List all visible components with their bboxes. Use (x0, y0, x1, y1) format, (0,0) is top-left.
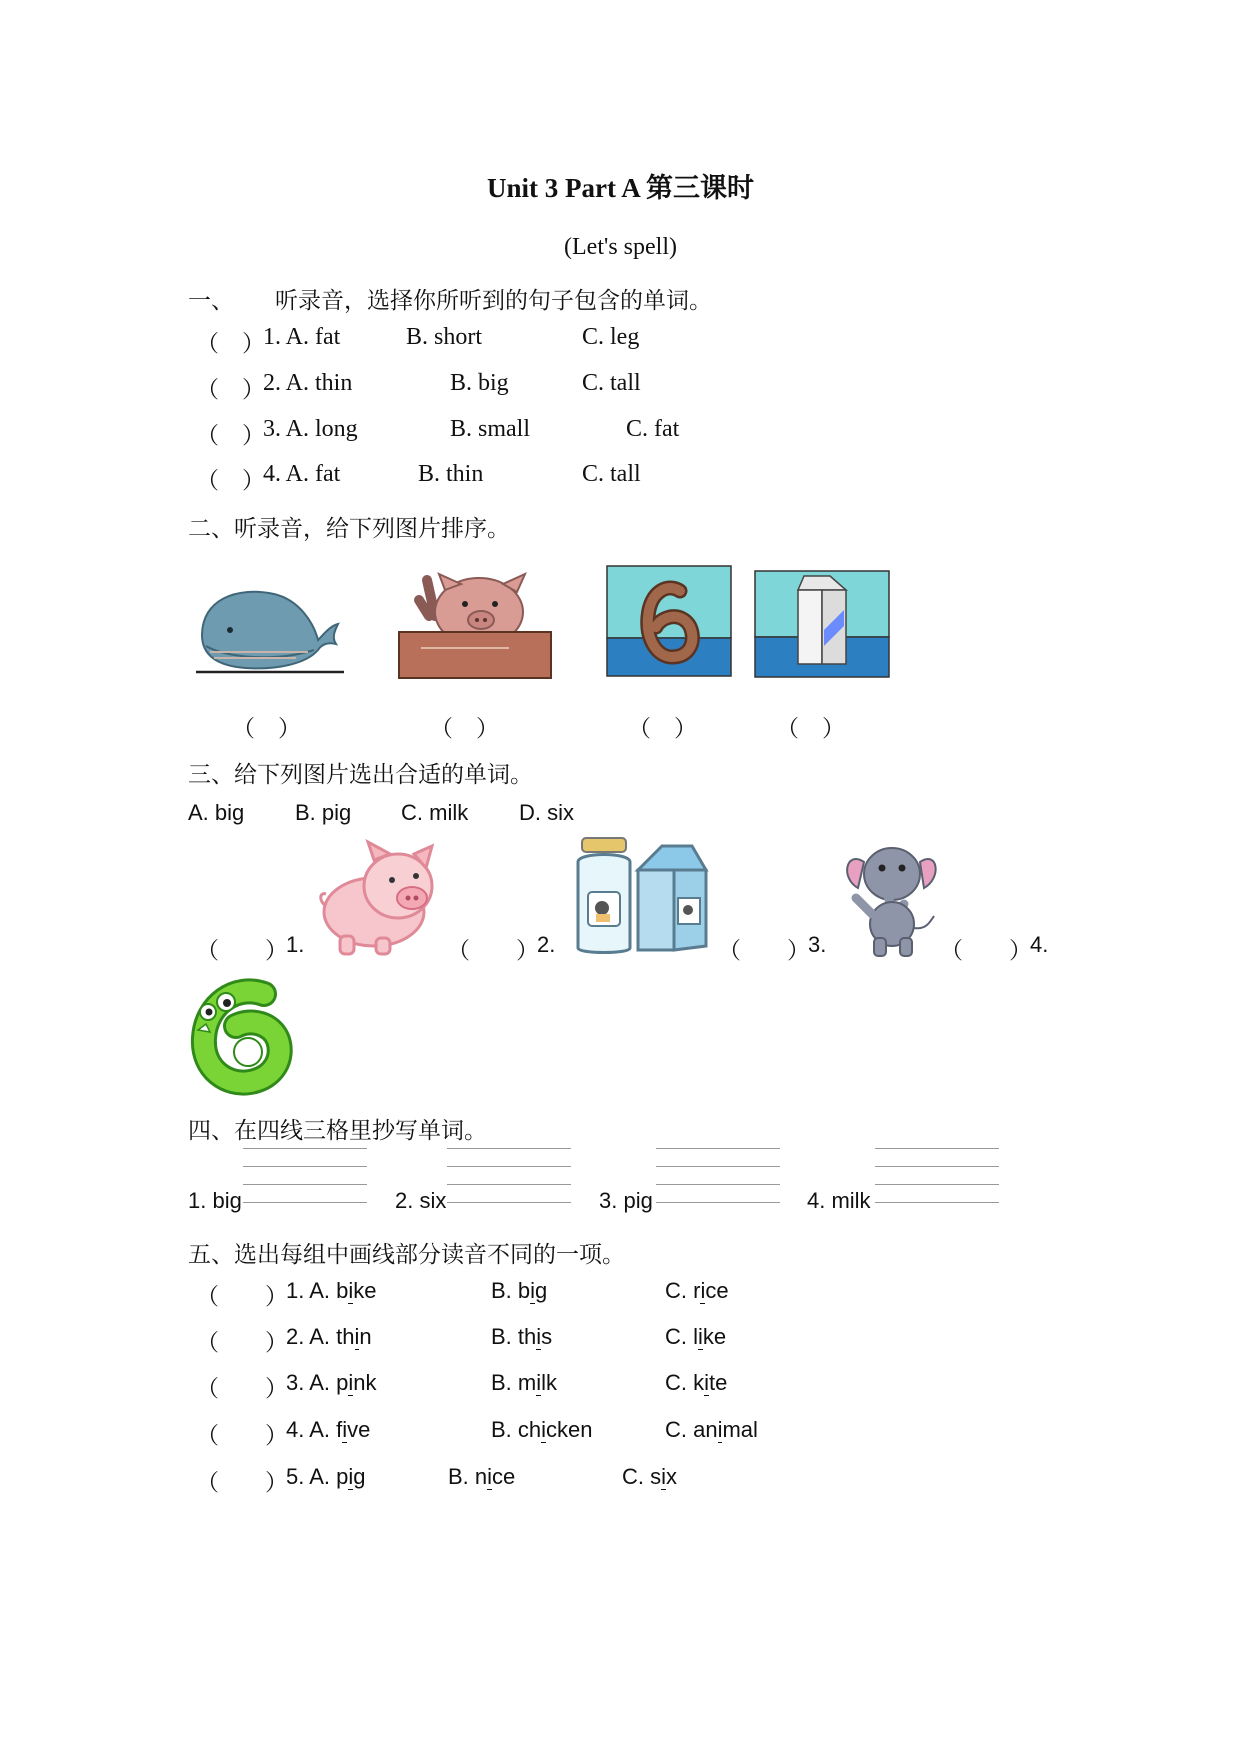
copy-word-1: 1. big (188, 1188, 242, 1213)
s5-row-4-option-b: B. chicken (491, 1417, 593, 1442)
s5-row-1-option-c: C. rice (665, 1278, 729, 1303)
s1-item-3-option-b: B. small (450, 416, 531, 442)
s3-item-3-number: 3. (808, 932, 827, 957)
s5-row-5-option-a: 5. A. pig (286, 1464, 366, 1489)
green-six-icon (192, 980, 292, 1092)
answer-paren[interactable]: （ ） (196, 331, 265, 357)
underlined-letter: i (704, 1370, 710, 1395)
s1-item-1-option-a: 1. A. fat (263, 324, 341, 350)
underlined-letter: i (541, 1417, 547, 1442)
underlined-letter: i (717, 1417, 723, 1442)
elephant-icon (838, 838, 942, 958)
copy-word-3: 3. pig (599, 1188, 653, 1213)
answer-paren[interactable]: （ ） (196, 1284, 288, 1310)
underlined-letter: i (348, 1278, 354, 1303)
s5-row-3-option-a: 3. A. pink (286, 1370, 377, 1395)
order-paren[interactable]: （ ） (628, 716, 697, 742)
s5-row-5-option-c: C. six (622, 1464, 678, 1489)
answer-paren[interactable]: （ ） (940, 938, 1032, 964)
answer-paren[interactable]: （ ） (447, 938, 539, 964)
s5-row-2-option-a: 2. A. thin (286, 1324, 372, 1349)
answer-paren[interactable]: （ ） (196, 1423, 288, 1449)
s1-item-2-option-a: 2. A. thin (263, 370, 353, 396)
s1-item-3-option-c: C. fat (626, 416, 680, 442)
s3-item-2-number: 2. (537, 932, 556, 957)
section-2-heading: 二、听录音，给下列图片排序。 (188, 516, 510, 542)
s3-option-a: A. big (188, 800, 245, 825)
pink-pig-icon (318, 840, 442, 958)
underlined-letter: i (698, 1324, 703, 1349)
s1-item-3-option-a: 3. A. long (263, 416, 358, 442)
s5-row-1-option-b: B. big (491, 1278, 548, 1303)
section-1-number: 一、 (188, 288, 234, 314)
section-4-heading: 四、在四线三格里抄写单词。 (188, 1118, 487, 1144)
order-paren[interactable]: （ ） (776, 716, 845, 742)
answer-paren[interactable]: （ ） (196, 1470, 288, 1496)
s3-option-d: D. six (519, 800, 574, 825)
writing-grid[interactable] (656, 1148, 780, 1202)
writing-grid[interactable] (875, 1148, 999, 1202)
underlined-letter: i (530, 1278, 536, 1303)
copy-word-2: 2. six (395, 1188, 447, 1213)
section-3-heading: 三、给下列图片选出合适的单词。 (188, 762, 533, 788)
s3-option-c: C. milk (401, 800, 469, 825)
s5-row-1-option-a: 1. A. bike (286, 1278, 377, 1303)
section-1-heading: 听录音，选择你所听到的句子包含的单词。 (275, 288, 712, 314)
underlined-letter: i (487, 1464, 493, 1489)
underlined-letter: i (700, 1278, 706, 1303)
order-paren[interactable]: （ ） (232, 716, 301, 742)
answer-paren[interactable]: （ ） (718, 938, 810, 964)
s5-row-4-option-a: 4. A. five (286, 1417, 371, 1442)
s1-item-1-option-b: B. short (406, 324, 483, 350)
pig-icon (399, 570, 551, 680)
answer-paren[interactable]: （ ） (196, 938, 288, 964)
writing-grid[interactable] (243, 1148, 367, 1202)
number-six-icon (606, 565, 732, 677)
s3-item-1-number: 1. (286, 932, 305, 957)
underlined-letter: i (354, 1324, 360, 1349)
s1-item-4-option-b: B. thin (418, 461, 484, 487)
order-paren[interactable]: （ ） (430, 716, 499, 742)
s3-option-b: B. pig (295, 800, 352, 825)
whale-icon (196, 580, 346, 680)
s5-row-3-option-b: B. milk (491, 1370, 558, 1395)
s1-item-2-option-c: C. tall (582, 370, 641, 396)
answer-paren[interactable]: （ ） (196, 1376, 288, 1402)
s3-item-4-number: 4. (1030, 932, 1049, 957)
answer-paren[interactable]: （ ） (196, 1330, 288, 1356)
answer-paren[interactable]: （ ） (196, 377, 265, 403)
s5-row-2-option-b: B. this (491, 1324, 553, 1349)
answer-paren[interactable]: （ ） (196, 423, 265, 449)
page-title: Unit 3 Part A 第三课时 (487, 173, 754, 203)
s1-item-4-option-c: C. tall (582, 461, 641, 487)
underlined-letter: i (536, 1324, 542, 1349)
underlined-letter: i (342, 1417, 348, 1442)
s1-item-2-option-b: B. big (450, 370, 509, 396)
s5-row-2-option-c: C. like (665, 1324, 727, 1349)
page-subtitle: (Let's spell) (564, 234, 677, 260)
s1-item-1-option-c: C. leg (582, 324, 640, 350)
copy-word-4: 4. milk (807, 1188, 871, 1213)
underlined-letter: i (536, 1370, 542, 1395)
s5-row-3-option-c: C. kite (665, 1370, 728, 1395)
writing-grid[interactable] (447, 1148, 571, 1202)
section-5-heading: 五、选出每组中画线部分读音不同的一项。 (188, 1242, 625, 1268)
underlined-letter: i (348, 1464, 354, 1489)
milk-carton-icon (754, 570, 890, 678)
s5-row-5-option-b: B. nice (448, 1464, 516, 1489)
s5-row-4-option-c: C. animal (665, 1417, 758, 1442)
underlined-letter: i (661, 1464, 667, 1489)
underlined-letter: i (348, 1370, 354, 1395)
answer-paren[interactable]: （ ） (196, 468, 265, 494)
s1-item-4-option-a: 4. A. fat (263, 461, 341, 487)
milk-bottles-icon (572, 836, 712, 958)
